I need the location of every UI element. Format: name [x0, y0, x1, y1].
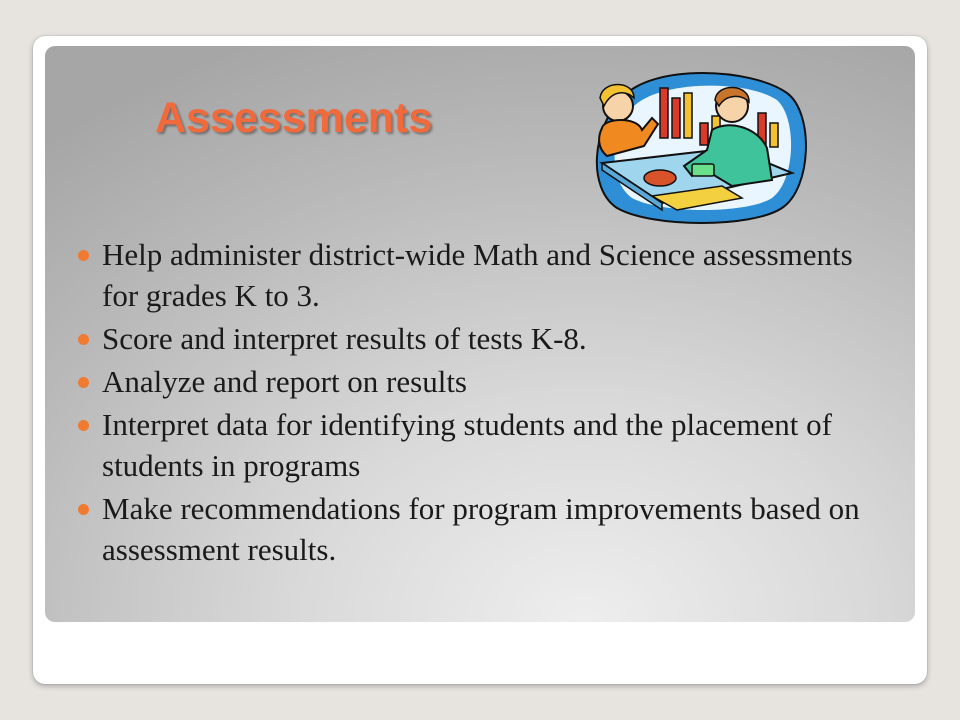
slide-title: Assessments — [155, 94, 433, 142]
bullet-item-3 — [76, 361, 886, 402]
bullet-dot-icon — [78, 504, 89, 515]
bullet-item-4 — [76, 404, 886, 486]
bullet-list — [76, 234, 886, 572]
bullet-dot-icon — [78, 334, 89, 345]
bullet-text: Analyze and report on results — [102, 364, 467, 399]
bullet-text: Make recommendations for program improvements based on assessment results. — [102, 491, 860, 567]
bullet-dot-icon — [78, 250, 89, 261]
bullet-item-2 — [76, 318, 886, 359]
bullet-text: Help administer district-wide Math and Science assessments for grades K to 3. — [102, 237, 853, 313]
bullet-dot-icon — [78, 377, 89, 388]
bullet-text: Interpret data for identifying students and the placement of students in programs — [102, 407, 832, 483]
bullet-item-5 — [76, 488, 886, 570]
bullet-text: Score and interpret results of tests K-8. — [102, 321, 587, 356]
bullet-dot-icon — [78, 420, 89, 431]
people-analyzing-charts-icon — [582, 68, 810, 226]
bullet-item-1 — [76, 234, 886, 316]
